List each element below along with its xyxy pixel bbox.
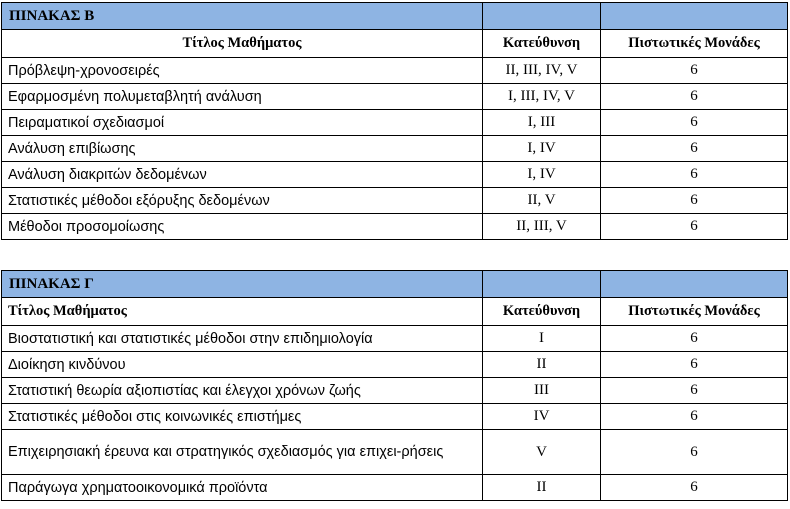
- table-row: [2, 352, 788, 378]
- course-title: Στατιστική θεωρία αξιοπιστίας και έλεγχοι χρόνων ζωής: [2, 378, 483, 404]
- header-direction: Κατεύθυνση: [483, 298, 601, 326]
- course-title: Διοίκηση κινδύνου: [2, 352, 483, 378]
- course-credits: 6: [601, 326, 788, 352]
- course-credits: 6: [601, 475, 788, 501]
- table-title: ΠΙΝΑΚΑΣ Β: [2, 3, 483, 30]
- course-title: Πειραματικοί σχεδιασμοί: [2, 110, 483, 136]
- table-row: [2, 188, 788, 214]
- table-row: [2, 430, 788, 475]
- header-credits: Πιστωτικές Μονάδες: [601, 30, 788, 58]
- table-row: [2, 404, 788, 430]
- header-course-title: Τίτλος Μαθήματος: [2, 30, 483, 58]
- course-direction: II, III, V: [483, 214, 601, 240]
- header-credits: Πιστωτικές Μονάδες: [601, 298, 788, 326]
- title-cell-empty: [601, 3, 788, 30]
- course-direction: I: [483, 326, 601, 352]
- course-credits: 6: [601, 58, 788, 84]
- course-direction: I, III: [483, 110, 601, 136]
- course-direction: III: [483, 378, 601, 404]
- table-row: [2, 378, 788, 404]
- course-title: Ανάλυση διακριτών δεδομένων: [2, 162, 483, 188]
- table-title: ΠΙΝΑΚΑΣ Γ: [2, 271, 483, 298]
- table-row: [2, 162, 788, 188]
- table-row: [2, 58, 788, 84]
- course-direction: I, IV: [483, 162, 601, 188]
- course-credits: 6: [601, 404, 788, 430]
- course-direction: IV: [483, 404, 601, 430]
- course-credits: 6: [601, 136, 788, 162]
- course-credits: 6: [601, 378, 788, 404]
- course-title: Παράγωγα χρηματοοικονομικά προϊόντα: [2, 475, 483, 501]
- course-title: Ανάλυση επιβίωσης: [2, 136, 483, 162]
- course-credits: 6: [601, 188, 788, 214]
- table-row: [2, 475, 788, 501]
- course-credits: 6: [601, 430, 788, 475]
- title-cell-empty: [483, 271, 601, 298]
- table-row: [2, 136, 788, 162]
- course-title: Μέθοδοι προσομοίωσης: [2, 214, 483, 240]
- table-g: [1, 270, 788, 501]
- header-course-title: Τίτλος Μαθήματος: [2, 298, 483, 326]
- course-direction: II, III, IV, V: [483, 58, 601, 84]
- course-direction: II: [483, 352, 601, 378]
- course-title: Στατιστικές μέθοδοι στις κοινωνικές επιστήμες: [2, 404, 483, 430]
- course-title: Πρόβλεψη-χρονοσειρές: [2, 58, 483, 84]
- table-row: [2, 326, 788, 352]
- course-direction: V: [483, 430, 601, 475]
- course-credits: 6: [601, 110, 788, 136]
- course-direction: II, V: [483, 188, 601, 214]
- course-credits: 6: [601, 214, 788, 240]
- course-credits: 6: [601, 84, 788, 110]
- table-header-row: [2, 298, 788, 326]
- course-direction: I, IV: [483, 136, 601, 162]
- title-cell-empty: [601, 271, 788, 298]
- course-direction: II: [483, 475, 601, 501]
- course-title: Βιοστατιστική και στατιστικές μέθοδοι στην επιδημιολογία: [2, 326, 483, 352]
- table-title-row: [2, 3, 788, 30]
- title-cell-empty: [483, 3, 601, 30]
- table-b: [1, 2, 788, 240]
- course-credits: 6: [601, 352, 788, 378]
- table-row: [2, 84, 788, 110]
- table-row: [2, 110, 788, 136]
- course-title: Επιχειρησιακή έρευνα και στρατηγικός σχεδιασμός για επιχει-ρήσεις: [2, 430, 483, 475]
- table-title-row: [2, 271, 788, 298]
- course-direction: I, III, IV, V: [483, 84, 601, 110]
- table-row: [2, 214, 788, 240]
- header-direction: Κατεύθυνση: [483, 30, 601, 58]
- course-title: Στατιστικές μέθοδοι εξόρυξης δεδομένων: [2, 188, 483, 214]
- course-title: Εφαρμοσμένη πολυμεταβλητή ανάλυση: [2, 84, 483, 110]
- table-header-row: [2, 30, 788, 58]
- course-credits: 6: [601, 162, 788, 188]
